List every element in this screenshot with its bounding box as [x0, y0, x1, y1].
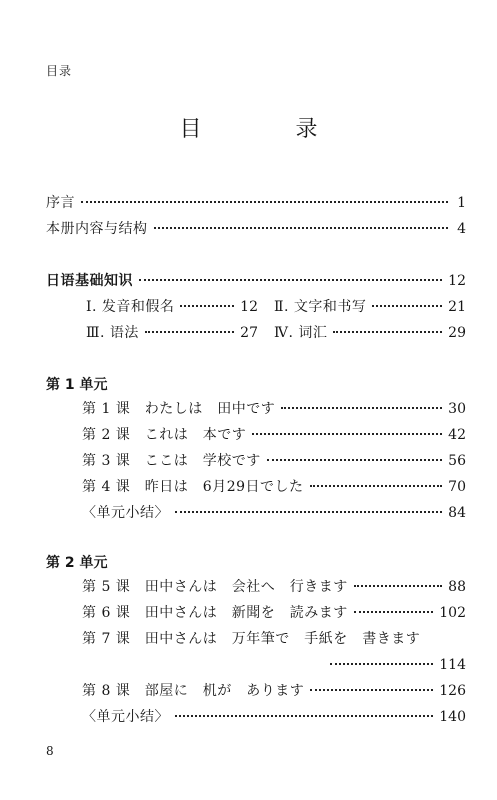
entry-page: 88 [448, 579, 466, 595]
dot-leader [154, 227, 449, 229]
unit-heading: 第 2 单元 [46, 555, 108, 571]
entry-page: 21 [448, 299, 466, 315]
entry-label: Ⅳ. 词汇 [274, 325, 328, 341]
entry-page: 84 [448, 505, 466, 521]
entry-label: 〈单元小结〉 [82, 709, 169, 725]
entry-page: 42 [448, 427, 466, 443]
dot-leader [354, 585, 442, 587]
entry-page: 29 [448, 325, 466, 341]
entry-label: 第 5 课 田中さんは 会社へ 行きます [82, 579, 348, 595]
dot-leader [354, 611, 433, 613]
entry-page: 30 [448, 401, 466, 417]
toc-entry-contents-structure[interactable] [46, 219, 466, 239]
toc-entry-preface[interactable] [46, 193, 466, 213]
toc-entry-pronunciation[interactable] [86, 297, 258, 317]
entry-page: 1 [457, 195, 466, 211]
entry-page: 140 [439, 709, 466, 725]
dot-leader [145, 331, 234, 333]
dot-leader [175, 511, 442, 513]
toc-entry-writing[interactable] [274, 297, 466, 317]
dot-leader [333, 331, 442, 333]
entry-label: 第 4 课 昨日は 6月29日でした [82, 479, 304, 495]
entry-label: 第 6 课 田中さんは 新聞を 読みます [82, 605, 348, 621]
dot-leader [267, 459, 442, 461]
toc-entry-lesson-7[interactable] [82, 629, 466, 649]
entry-label: 第 8 课 部屋に 机が あります [82, 683, 305, 699]
toc-entry-lesson-6[interactable] [82, 603, 466, 623]
entry-page: 12 [240, 299, 258, 315]
toc-entry-lesson-5[interactable] [82, 577, 466, 597]
entry-label: 〈单元小结〉 [82, 505, 169, 521]
toc-entry-lesson-2[interactable] [82, 425, 466, 445]
dot-leader [252, 433, 442, 435]
entry-label: 第 7 课 田中さんは 万年筆で 手紙を 書きます [82, 631, 421, 647]
page-number: 8 [46, 744, 54, 758]
entry-label: Ⅱ. 文字和书写 [274, 299, 367, 315]
entry-page: 56 [448, 453, 466, 469]
toc-entry-lesson-1[interactable] [82, 399, 466, 419]
dot-leader [81, 201, 448, 203]
entry-label: 日语基础知识 [46, 273, 133, 289]
dot-leader [180, 305, 234, 307]
entry-label: 第 2 课 これは 本です [82, 427, 247, 443]
toc-entry-lesson-8[interactable] [82, 681, 466, 701]
dot-leader [330, 663, 433, 665]
entry-page: 126 [439, 683, 466, 699]
running-head: 目录 [46, 64, 73, 78]
entry-label: 第 3 课 ここは 学校です [82, 453, 261, 469]
entry-page: 4 [457, 221, 466, 237]
entry-label: 本册内容与结构 [46, 221, 148, 237]
entry-label: Ⅰ. 发音和假名 [86, 299, 175, 315]
toc-entry-basics[interactable] [46, 271, 466, 291]
toc-entry-grammar[interactable] [86, 323, 258, 343]
entry-label: 第 1 课 わたしは 田中です [82, 401, 276, 417]
toc-entry-unit1-summary[interactable] [82, 503, 466, 523]
toc-entry-unit2-summary[interactable] [82, 707, 466, 727]
entry-page: 114 [439, 657, 466, 673]
dot-leader [281, 407, 442, 409]
dot-leader [372, 305, 442, 307]
dot-leader [139, 279, 442, 281]
entry-label: 序言 [46, 195, 75, 211]
entry-page: 27 [240, 325, 258, 341]
dot-leader [310, 485, 443, 487]
toc-entry-lesson-3[interactable] [82, 451, 466, 471]
dot-leader [175, 715, 433, 717]
entry-page: 70 [448, 479, 466, 495]
toc-entry-lesson-7-page[interactable] [330, 655, 466, 675]
entry-page: 12 [448, 273, 466, 289]
page-title: 目 录 [179, 117, 354, 142]
entry-label: Ⅲ. 语法 [86, 325, 139, 341]
toc-entry-vocabulary[interactable] [274, 323, 466, 343]
dot-leader [310, 689, 433, 691]
entry-page: 102 [439, 605, 466, 621]
toc-entry-lesson-4[interactable] [82, 477, 466, 497]
unit-heading: 第 1 单元 [46, 377, 108, 393]
